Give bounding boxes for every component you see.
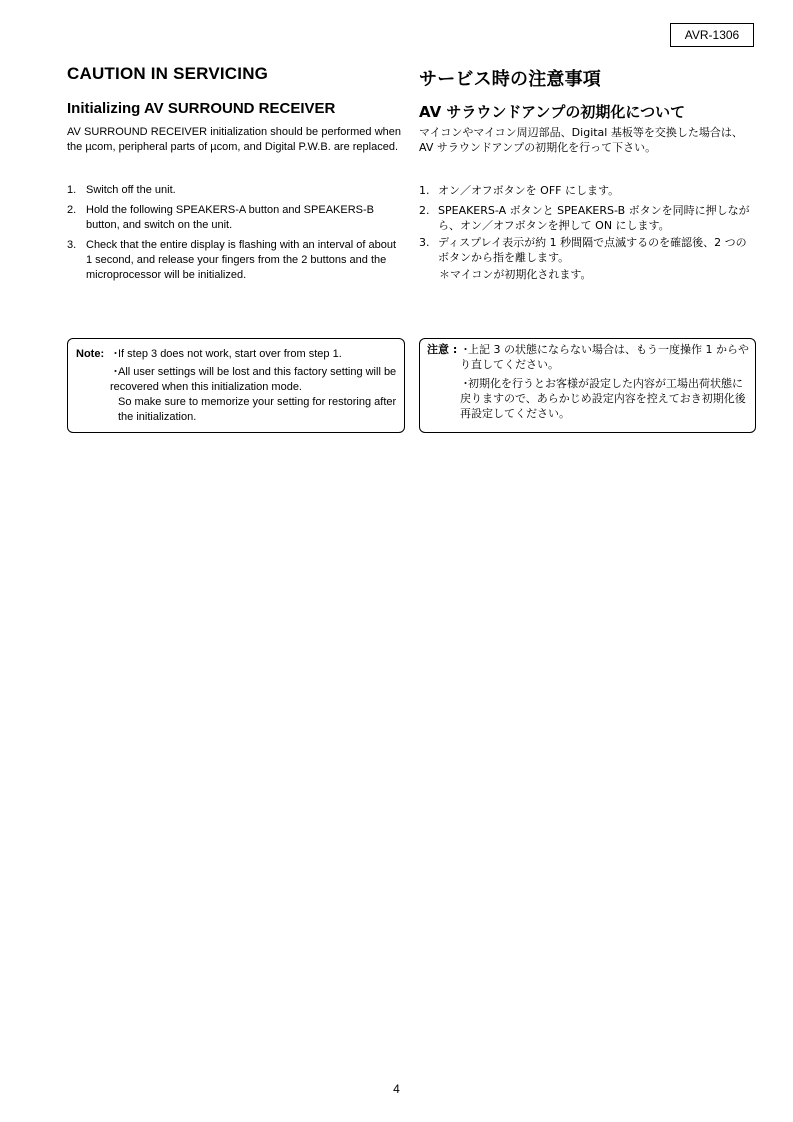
note-item-text: 上記 3 の状態にならない場合は、もう一度操作 1 からやり直してください。 <box>460 343 749 371</box>
step-number: 2. <box>419 204 430 217</box>
model-number-box: AVR-1306 <box>670 23 754 47</box>
step-text: Hold the following SPEAKERS-A button and SPEAKERS-B button, and switch on the unit. <box>86 204 374 231</box>
step-number: 1. <box>419 184 430 197</box>
list-item <box>419 183 755 198</box>
list-item <box>419 203 755 233</box>
page-number: 4 <box>393 1082 400 1096</box>
page-title: CAUTION IN SERVICING <box>67 64 269 83</box>
bullet-glyph: ・ <box>460 377 471 390</box>
note-item <box>460 376 752 421</box>
list-item <box>419 235 755 265</box>
bullet-glyph: ・ <box>110 366 121 378</box>
page-title-jp: サービス時の注意事項 <box>419 69 601 90</box>
note-box <box>67 338 405 433</box>
note-label-jp: 注意 : <box>427 343 458 356</box>
list-item <box>67 238 401 283</box>
note-item-text: If step 3 does not work, start over from step 1. <box>118 348 342 360</box>
note-item <box>460 342 752 372</box>
initialization-note-jp: ＊マイコンが初期化されます。 <box>439 268 592 281</box>
steps-list-jp <box>419 183 755 267</box>
step-text: SPEAKERS-A ボタンと SPEAKERS-B ボタンを同時に押しながら、オン／オフボタンを押して ON にします。 <box>438 204 750 232</box>
bullet-glyph: ・ <box>110 348 121 360</box>
step-text: ディスプレイ表示が約 1 秒間隔で点滅するのを確認後、2 つのボタンから指を離します。 <box>438 236 747 264</box>
step-number: 1. <box>67 184 77 196</box>
bullet-glyph: ・ <box>460 343 471 356</box>
note-box-jp <box>419 338 756 433</box>
list-item <box>67 203 401 233</box>
note-item <box>110 365 400 425</box>
note-item-text: So make sure to memorize your setting for restoring after the initialization. <box>118 396 397 423</box>
step-number: 3. <box>67 239 77 251</box>
steps-list <box>67 183 401 288</box>
section-subtitle-jp: AV サラウンドアンプの初期化について <box>419 103 686 121</box>
note-item <box>110 347 400 362</box>
note-item-text: 初期化を行うとお客様が設定した内容が工場出荷状態に戻りますので、あらかじめ設定内容を控えておき初期化後再設定してください。 <box>460 377 746 420</box>
section-subtitle: Initializing AV SURROUND RECEIVER <box>67 100 336 117</box>
note-label: Note: <box>76 348 105 360</box>
intro-paragraph-jp: マイコンやマイコン周辺部品、Digital 基板等を交換した場合は、AV サラウンドアンプの初期化を行って下さい。 <box>419 126 743 154</box>
step-number: 2. <box>67 204 77 216</box>
intro-paragraph: AV SURROUND RECEIVER initialization should be performed when the µcom, peripheral parts of µcom, and Digital P.W.B. are replaced. <box>67 126 401 153</box>
step-text: オン／オフボタンを OFF にします。 <box>438 184 620 197</box>
list-item <box>67 183 401 198</box>
step-number: 3. <box>419 236 430 249</box>
note-item-text: All user settings will be lost and this factory setting will be recovered when this initialization mode. <box>110 366 397 393</box>
step-text: Switch off the unit. <box>86 184 176 196</box>
step-text: Check that the entire display is flashing with an interval of about 1 second, and release your fingers from the 2 buttons and the microprocessor will be initialized. <box>86 239 397 281</box>
